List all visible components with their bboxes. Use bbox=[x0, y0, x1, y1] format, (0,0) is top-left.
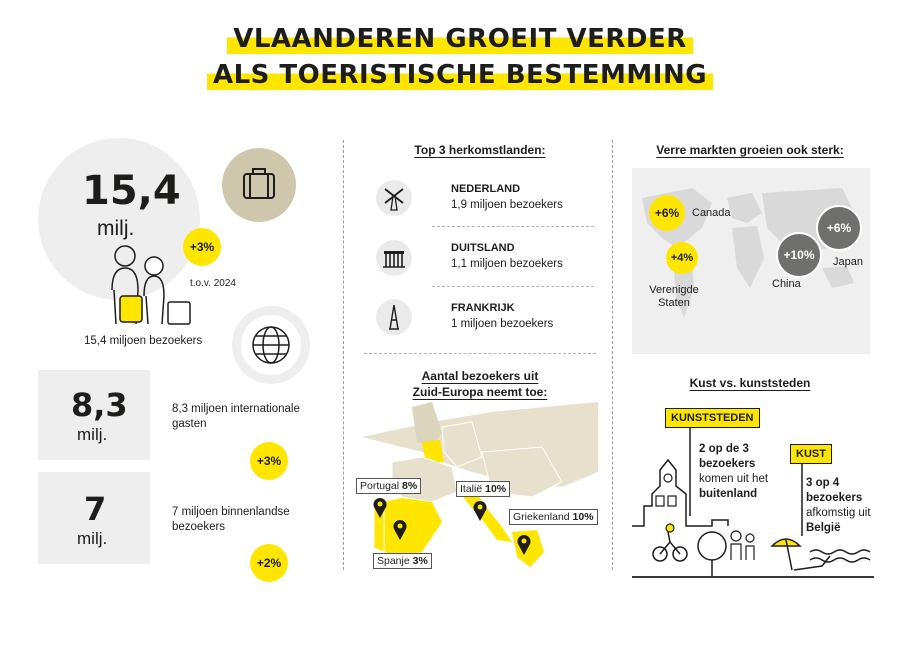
pin-portugal-icon bbox=[372, 497, 388, 519]
suitcase-circle bbox=[222, 148, 296, 222]
country-value-1: 1,9 miljoen bezoekers bbox=[451, 199, 563, 211]
kunststeden-tag: KUNSTSTEDEN bbox=[665, 408, 760, 428]
badge-usa: +4% bbox=[666, 242, 698, 274]
visitors-growth-badge: +3% bbox=[183, 228, 221, 266]
international-unit: milj. bbox=[77, 425, 108, 444]
europe-title: Aantal bezoekers uit Zuid-Europa neemt toe: bbox=[412, 369, 548, 399]
international-growth-badge: +3% bbox=[250, 442, 288, 480]
top3-title: Top 3 herkomstlanden: bbox=[414, 143, 546, 157]
label-spain: Spanje 3% bbox=[373, 553, 432, 569]
domestic-value: 7 bbox=[84, 490, 107, 528]
country-name-2: DUITSLAND bbox=[451, 242, 515, 254]
country-value-2: 1,1 miljoen bezoekers bbox=[451, 258, 563, 270]
domestic-unit: milj. bbox=[77, 529, 108, 548]
travelers-illustration bbox=[100, 240, 200, 326]
visitors-value: 15,4 bbox=[82, 168, 181, 214]
country-name-3: FRANKRIJK bbox=[451, 302, 515, 314]
country-name-1: NEDERLAND bbox=[451, 183, 521, 195]
pin-greece-icon bbox=[516, 534, 532, 556]
visitors-compare: t.o.v. 2024 bbox=[190, 278, 236, 289]
pin-italy-icon bbox=[472, 500, 488, 522]
label-japan: Japan bbox=[833, 256, 863, 268]
divider-right bbox=[612, 140, 613, 570]
brandenburg-gate-icon bbox=[376, 240, 412, 276]
globe-icon bbox=[241, 315, 301, 375]
label-portugal: Portugal 8% bbox=[356, 478, 421, 494]
label-italy: Italië 10% bbox=[456, 481, 510, 497]
globe-circle bbox=[232, 306, 310, 384]
badge-japan: +6% bbox=[816, 205, 862, 251]
visitors-caption: 15,4 miljoen bezoekers bbox=[84, 335, 203, 347]
visitors-unit: milj. bbox=[97, 217, 135, 240]
kust-tag: KUST bbox=[790, 444, 832, 464]
label-greece: Griekenland 10% bbox=[509, 509, 598, 525]
country-separator-1 bbox=[432, 226, 594, 227]
label-usa: Verenigde Staten bbox=[649, 284, 699, 309]
kust-text: 3 op 4 bezoekers afkomstig uit België bbox=[806, 477, 871, 534]
pin-spain-icon bbox=[392, 519, 408, 541]
windmill-icon bbox=[376, 180, 412, 216]
kunststeden-text: 2 op de 3 bezoekers komen uit het buitenland bbox=[699, 443, 769, 500]
city-coast-illustration bbox=[632, 420, 874, 582]
domestic-growth-badge: +2% bbox=[250, 544, 288, 582]
label-china: China bbox=[772, 278, 801, 290]
label-canada: Canada bbox=[692, 207, 731, 219]
country-value-3: 1 miljoen bezoekers bbox=[451, 318, 554, 330]
divider-middle bbox=[364, 353, 596, 354]
badge-china: +10% bbox=[776, 232, 822, 278]
kust-title: Kust vs. kunststeden bbox=[689, 376, 811, 390]
international-caption: 8,3 miljoen internationale gasten bbox=[172, 403, 300, 430]
international-value: 8,3 bbox=[71, 386, 128, 424]
suitcase-icon bbox=[222, 148, 296, 222]
eiffel-tower-icon bbox=[376, 299, 412, 335]
country-separator-2 bbox=[432, 286, 594, 287]
badge-canada: +6% bbox=[649, 195, 685, 231]
domestic-caption: 7 miljoen binnenlandse bezoekers bbox=[172, 506, 290, 533]
title-line-2: ALS TOERISTISCHE BESTEMMING bbox=[0, 60, 920, 90]
title-line-1: VLAANDEREN GROEIT VERDER bbox=[0, 24, 920, 54]
divider-left bbox=[343, 140, 344, 570]
world-title: Verre markten groeien ook sterk: bbox=[656, 143, 844, 157]
